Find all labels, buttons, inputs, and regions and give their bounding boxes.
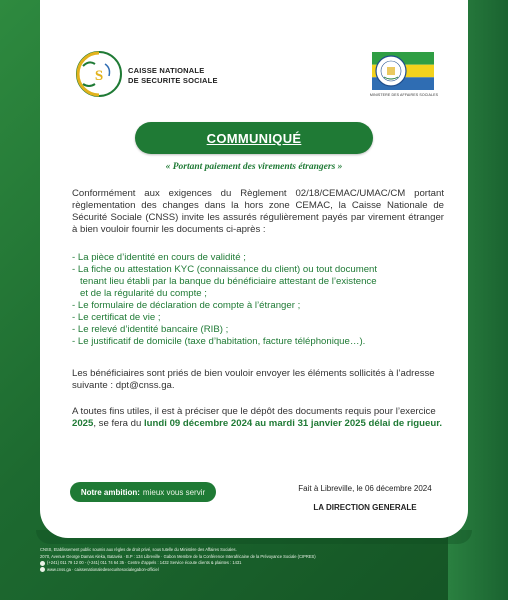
globe-icon (40, 567, 45, 572)
ambition-badge (70, 482, 216, 502)
footer-phone: (+241) 011 79 12 00 - (+241) 011 74 64 35 · Centre d’appels : 1432 Service écoute clients & plaintes : 1431 (47, 560, 242, 566)
deadline-year: 2025 (72, 418, 94, 429)
footer-web (40, 567, 480, 574)
footer-website[interactable]: www.cnss.ga · caissenationaledesecuritesocialegabon-officiel (47, 566, 159, 572)
list-item: tenant lieu établi par la banque du bénéficiaire attestant de l’existence (72, 276, 377, 287)
signature-place-date: Fait à Libreville, le 06 décembre 2024 (298, 484, 432, 493)
intro-paragraph: Conformément aux exigences du Règlement 02/18/CEMAC/UMAC/CM portant règlementation des changes dans la hors zone CEMAC, la Caisse Nationale de Sécurité Sociale (CNSS) invite les assurés régulièrement payés par virement étranger à bien vouloir fournir les documents ci-après : (72, 188, 444, 235)
list-item: - La pièce d’identité en cours de validité ; (72, 252, 246, 263)
request-paragraph: Les bénéficiaires sont priés de bien vouloir envoyer les éléments sollicités à l’adresse suivante : dpt@cnss.ga. (72, 368, 435, 391)
deadline-period: lundi 09 décembre 2024 au mardi 31 janvier 2025 délai de rigueur. (144, 418, 443, 429)
list-item: - Le certificat de vie ; (72, 312, 161, 323)
footer-line: CNSS, Etablissement public soumis aux règles de droit privé, sous tutelle du Ministère des Affaires Sociales. (40, 547, 237, 552)
signature-signatory: LA DIRECTION GENERALE (313, 503, 417, 512)
cnss-logo-icon (75, 50, 123, 98)
ministry-label: MINISTERE DES AFFAIRES SOCIALES (369, 93, 439, 97)
documents-list (72, 252, 444, 348)
footer-contact (40, 560, 480, 567)
footer (40, 547, 480, 573)
ministry-logo-icon (372, 52, 434, 90)
org-name-line2: DE SECURITE SOCIALE (128, 75, 218, 85)
footer-line: 2070, Avenue George Damas Aleka, Batavéa · B.P : 134 Libreville · Gabon Membre de la Conférence Interafricaine de la Prévoyance Sociale (CIPRES) (40, 553, 316, 559)
list-item: - Le formulaire de déclaration de compte à l’étranger ; (72, 300, 301, 311)
ambition-value: mieux vous servir (142, 487, 206, 497)
deadline-prefix: A toutes fins utiles, il est à préciser que le dépôt des documents requis pour l’exercice (72, 406, 436, 417)
ambition-label: Notre ambition: (80, 487, 140, 497)
deadline-middle: , se fera du (93, 418, 145, 429)
communique-subtitle: « Portant paiement des virements étrangers » (165, 162, 343, 172)
org-name (128, 66, 218, 85)
list-item: - Le justificatif de domicile (taxe d’habitation, facture téléphonique…). (72, 336, 366, 347)
communique-title: COMMUNIQUÉ (206, 130, 302, 146)
org-name-line1: CAISSE NATIONALE (128, 66, 205, 75)
svg-text:S: S (94, 68, 104, 84)
deadline-paragraph (72, 406, 444, 430)
communique-title-pill (135, 122, 373, 154)
phone-icon (40, 561, 45, 566)
list-item: - La fiche ou attestation KYC (connaissance du client) ou tout document (72, 264, 378, 275)
list-item: - Le relevé d’identité bancaire (RIB) ; (72, 324, 229, 335)
list-item: et de la régularité du compte ; (72, 288, 207, 299)
